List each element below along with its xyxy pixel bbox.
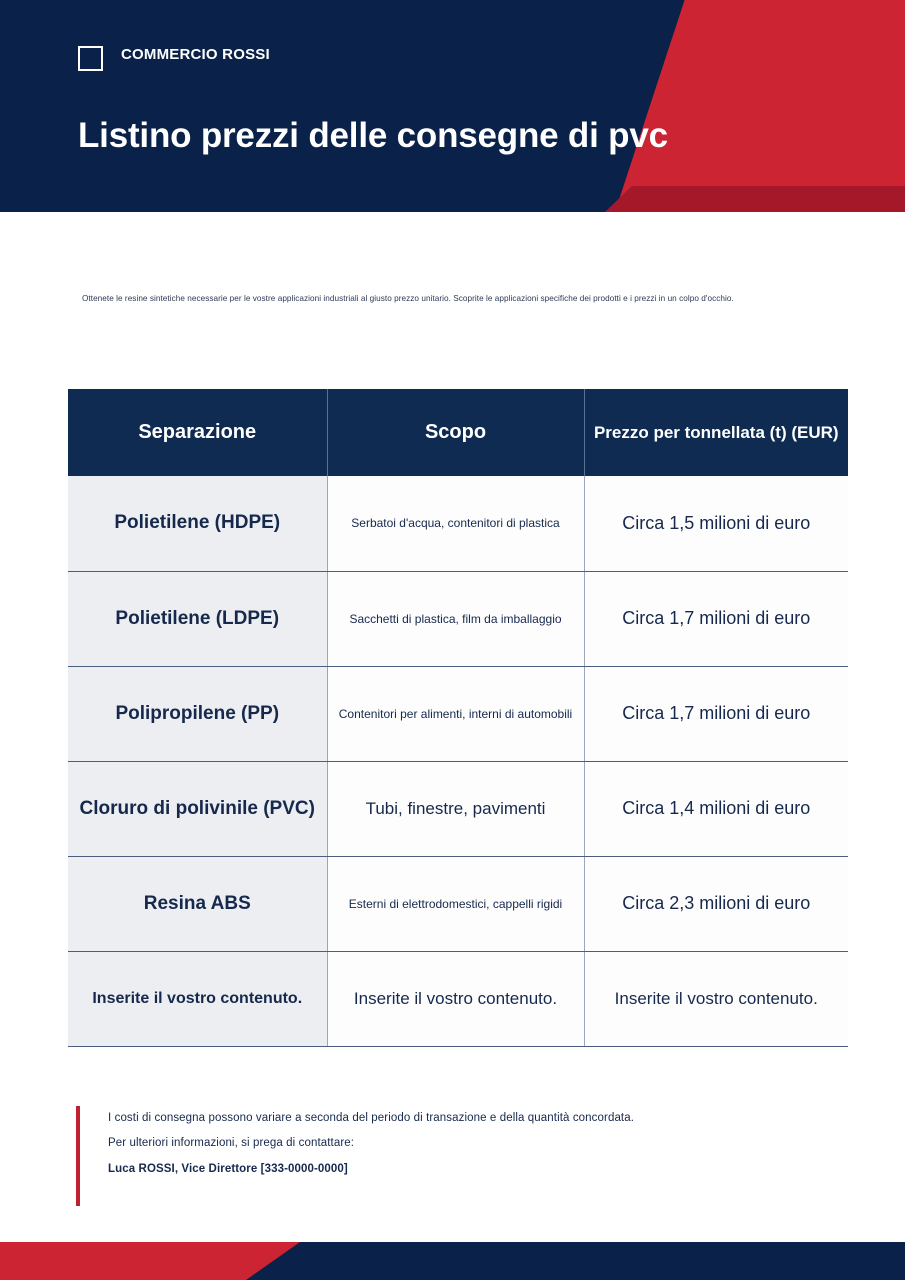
price-table [68, 389, 848, 1047]
cell-price: Circa 1,7 milioni di euro [584, 571, 848, 666]
cell-price: Circa 1,7 milioni di euro [584, 666, 848, 761]
table-row [68, 856, 848, 951]
table-row [68, 666, 848, 761]
page-header [0, 0, 905, 212]
column-header-separazione: Separazione [68, 389, 327, 476]
cell-material-name: Resina ABS [68, 856, 327, 951]
cell-scope: Esterni di elettrodomestici, cappelli rigidi [327, 856, 584, 951]
header-dark-red-band [605, 186, 905, 212]
column-header-prezzo: Prezzo per tonnellata (t) (EUR) [584, 389, 848, 476]
footer-note [76, 1106, 776, 1206]
column-header-scopo: Scopo [327, 389, 584, 476]
overlapping-squares-icon [78, 46, 112, 80]
cell-material-name: Inserite il vostro contenuto. [68, 951, 327, 1046]
table-row [68, 761, 848, 856]
page-footer-bar [0, 1242, 905, 1280]
page-subtitle: Ottenete le resine sintetiche necessarie per le vostre applicazioni industriali al giusto prezzo unitario. Scoprite le applicazioni specifiche dei prodotti e i prezzi in un colpo d'occhio. [82, 294, 734, 303]
header-red-wedge [615, 0, 905, 212]
cell-scope: Tubi, finestre, pavimenti [327, 761, 584, 856]
table-row [68, 951, 848, 1046]
cell-material-name: Polipropilene (PP) [68, 666, 327, 761]
cell-price: Circa 2,3 milioni di euro [584, 856, 848, 951]
table-row [68, 571, 848, 666]
cell-price: Circa 1,5 milioni di euro [584, 476, 848, 571]
brand-name: COMMERCIO ROSSI [121, 46, 270, 63]
cell-price: Inserite il vostro contenuto. [584, 951, 848, 1046]
note-line-2: Per ulteriori informazioni, si prega di contattare: [108, 1137, 355, 1150]
cell-material-name: Cloruro di polivinile (PVC) [68, 761, 327, 856]
cell-scope: Contenitori per alimenti, interni di automobili [327, 666, 584, 761]
cell-scope: Sacchetti di plastica, film da imballaggio [327, 571, 584, 666]
note-contact: Luca ROSSI, Vice Direttore [333-0000-0000] [108, 1162, 348, 1175]
table-header-row [68, 389, 848, 476]
cell-material-name: Polietilene (HDPE) [68, 476, 327, 571]
page-title: Listino prezzi delle consegne di pvc [78, 116, 668, 155]
table-row [68, 476, 848, 571]
note-line-1: I costi di consegna possono variare a seconda del periodo di transazione e della quantità concordata. [108, 1112, 635, 1124]
cell-material-name: Polietilene (LDPE) [68, 571, 327, 666]
cell-scope: Inserite il vostro contenuto. [327, 951, 584, 1046]
brand-logo [78, 44, 291, 80]
cell-scope: Serbatoi d'acqua, contenitori di plastica [327, 476, 584, 571]
cell-price: Circa 1,4 milioni di euro [584, 761, 848, 856]
